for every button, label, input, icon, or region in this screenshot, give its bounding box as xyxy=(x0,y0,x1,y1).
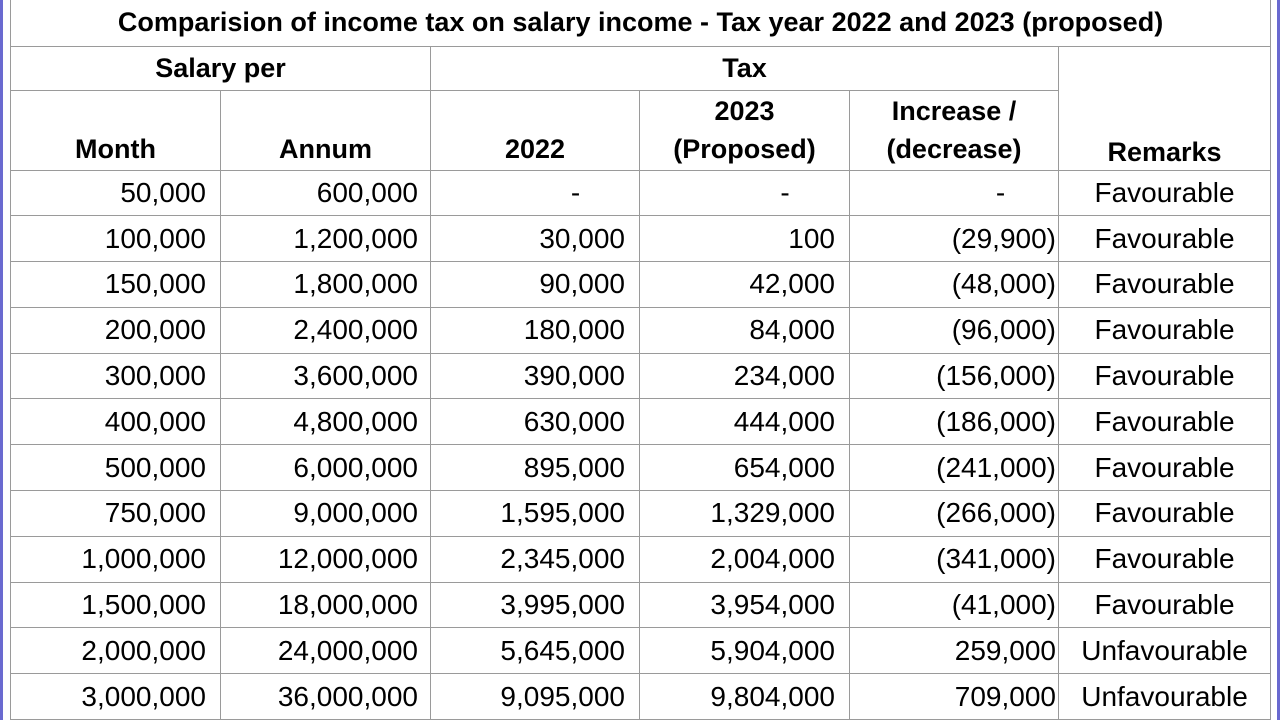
tax-header: Tax xyxy=(431,46,1059,90)
table-row xyxy=(11,216,1271,262)
year-2022-header: 2022 xyxy=(431,90,640,170)
tax-2022-cell: 90,000 xyxy=(431,262,640,308)
change-cell: (341,000) xyxy=(850,536,1059,582)
tax-2023-cell: 654,000 xyxy=(640,445,850,491)
tax-2022-cell: 30,000 xyxy=(431,216,640,262)
month-cell: 300,000 xyxy=(11,353,221,399)
tax-2023-cell: 5,904,000 xyxy=(640,628,850,674)
increase-header xyxy=(850,90,1059,170)
tax-2023-cell: 1,329,000 xyxy=(640,491,850,537)
table-row xyxy=(11,536,1271,582)
year-2023-header xyxy=(640,90,850,170)
month-cell: 1,500,000 xyxy=(11,582,221,628)
annum-cell: 4,800,000 xyxy=(221,399,431,445)
year-2023-header-line1: 2023 xyxy=(714,95,775,126)
year-2023-header-line2: (Proposed) xyxy=(673,133,816,164)
change-cell: (96,000) xyxy=(850,307,1059,353)
tax-comparison-table xyxy=(10,0,1271,720)
table-row xyxy=(11,307,1271,353)
annum-cell: 6,000,000 xyxy=(221,445,431,491)
tax-2022-cell: - xyxy=(431,170,640,216)
table-row xyxy=(11,399,1271,445)
tax-2022-cell: 1,595,000 xyxy=(431,491,640,537)
table-row xyxy=(11,491,1271,537)
tax-2023-cell: 100 xyxy=(640,216,850,262)
tax-2023-cell: - xyxy=(640,170,850,216)
tax-2023-cell: 42,000 xyxy=(640,262,850,308)
change-cell: 709,000 xyxy=(850,674,1059,720)
month-cell: 750,000 xyxy=(11,491,221,537)
table-row xyxy=(11,262,1271,308)
remark-cell: Unfavourable xyxy=(1059,628,1271,674)
annum-cell: 9,000,000 xyxy=(221,491,431,537)
remark-cell: Favourable xyxy=(1059,353,1271,399)
tax-2023-cell: 3,954,000 xyxy=(640,582,850,628)
table-body xyxy=(11,170,1271,720)
table-row xyxy=(11,628,1271,674)
month-cell: 1,000,000 xyxy=(11,536,221,582)
change-cell: (186,000) xyxy=(850,399,1059,445)
tax-2022-cell: 5,645,000 xyxy=(431,628,640,674)
annum-cell: 1,800,000 xyxy=(221,262,431,308)
month-header: Month xyxy=(11,90,221,170)
month-cell: 3,000,000 xyxy=(11,674,221,720)
remark-cell: Favourable xyxy=(1059,307,1271,353)
month-cell: 200,000 xyxy=(11,307,221,353)
tax-2023-cell: 234,000 xyxy=(640,353,850,399)
table-row xyxy=(11,445,1271,491)
increase-header-line2: (decrease) xyxy=(886,133,1022,164)
table-row xyxy=(11,353,1271,399)
month-cell: 50,000 xyxy=(11,170,221,216)
change-cell: - xyxy=(850,170,1059,216)
tax-2022-cell: 3,995,000 xyxy=(431,582,640,628)
tax-2022-cell: 895,000 xyxy=(431,445,640,491)
change-cell: (266,000) xyxy=(850,491,1059,537)
annum-cell: 2,400,000 xyxy=(221,307,431,353)
remark-cell: Unfavourable xyxy=(1059,674,1271,720)
change-cell: (156,000) xyxy=(850,353,1059,399)
annum-cell: 12,000,000 xyxy=(221,536,431,582)
tax-2022-cell: 2,345,000 xyxy=(431,536,640,582)
annum-header: Annum xyxy=(221,90,431,170)
tax-2022-cell: 390,000 xyxy=(431,353,640,399)
change-cell: (48,000) xyxy=(850,262,1059,308)
change-cell: 259,000 xyxy=(850,628,1059,674)
remark-cell: Favourable xyxy=(1059,262,1271,308)
tax-2022-cell: 180,000 xyxy=(431,307,640,353)
month-cell: 100,000 xyxy=(11,216,221,262)
annum-cell: 3,600,000 xyxy=(221,353,431,399)
tax-2022-cell: 630,000 xyxy=(431,399,640,445)
remark-cell: Favourable xyxy=(1059,170,1271,216)
annum-cell: 24,000,000 xyxy=(221,628,431,674)
tax-2023-cell: 9,804,000 xyxy=(640,674,850,720)
salary-per-header: Salary per xyxy=(11,46,431,90)
remark-cell: Favourable xyxy=(1059,216,1271,262)
remark-cell: Favourable xyxy=(1059,445,1271,491)
remark-cell: Favourable xyxy=(1059,582,1271,628)
remark-cell: Favourable xyxy=(1059,491,1271,537)
month-cell: 500,000 xyxy=(11,445,221,491)
remark-cell: Favourable xyxy=(1059,399,1271,445)
annum-cell: 600,000 xyxy=(221,170,431,216)
tax-2023-cell: 444,000 xyxy=(640,399,850,445)
remarks-header: Remarks xyxy=(1059,46,1271,170)
tax-2022-cell: 9,095,000 xyxy=(431,674,640,720)
change-cell: (29,900) xyxy=(850,216,1059,262)
table-row xyxy=(11,674,1271,720)
annum-cell: 1,200,000 xyxy=(221,216,431,262)
tax-2023-cell: 84,000 xyxy=(640,307,850,353)
change-cell: (41,000) xyxy=(850,582,1059,628)
annum-cell: 18,000,000 xyxy=(221,582,431,628)
table-row xyxy=(11,582,1271,628)
table-title: Comparision of income tax on salary income - Tax year 2022 and 2023 (proposed) xyxy=(11,0,1271,46)
tax-2023-cell: 2,004,000 xyxy=(640,536,850,582)
table-row xyxy=(11,170,1271,216)
month-cell: 2,000,000 xyxy=(11,628,221,674)
change-cell: (241,000) xyxy=(850,445,1059,491)
remark-cell: Favourable xyxy=(1059,536,1271,582)
annum-cell: 36,000,000 xyxy=(221,674,431,720)
month-cell: 150,000 xyxy=(11,262,221,308)
increase-header-line1: Increase / xyxy=(891,95,1017,126)
month-cell: 400,000 xyxy=(11,399,221,445)
